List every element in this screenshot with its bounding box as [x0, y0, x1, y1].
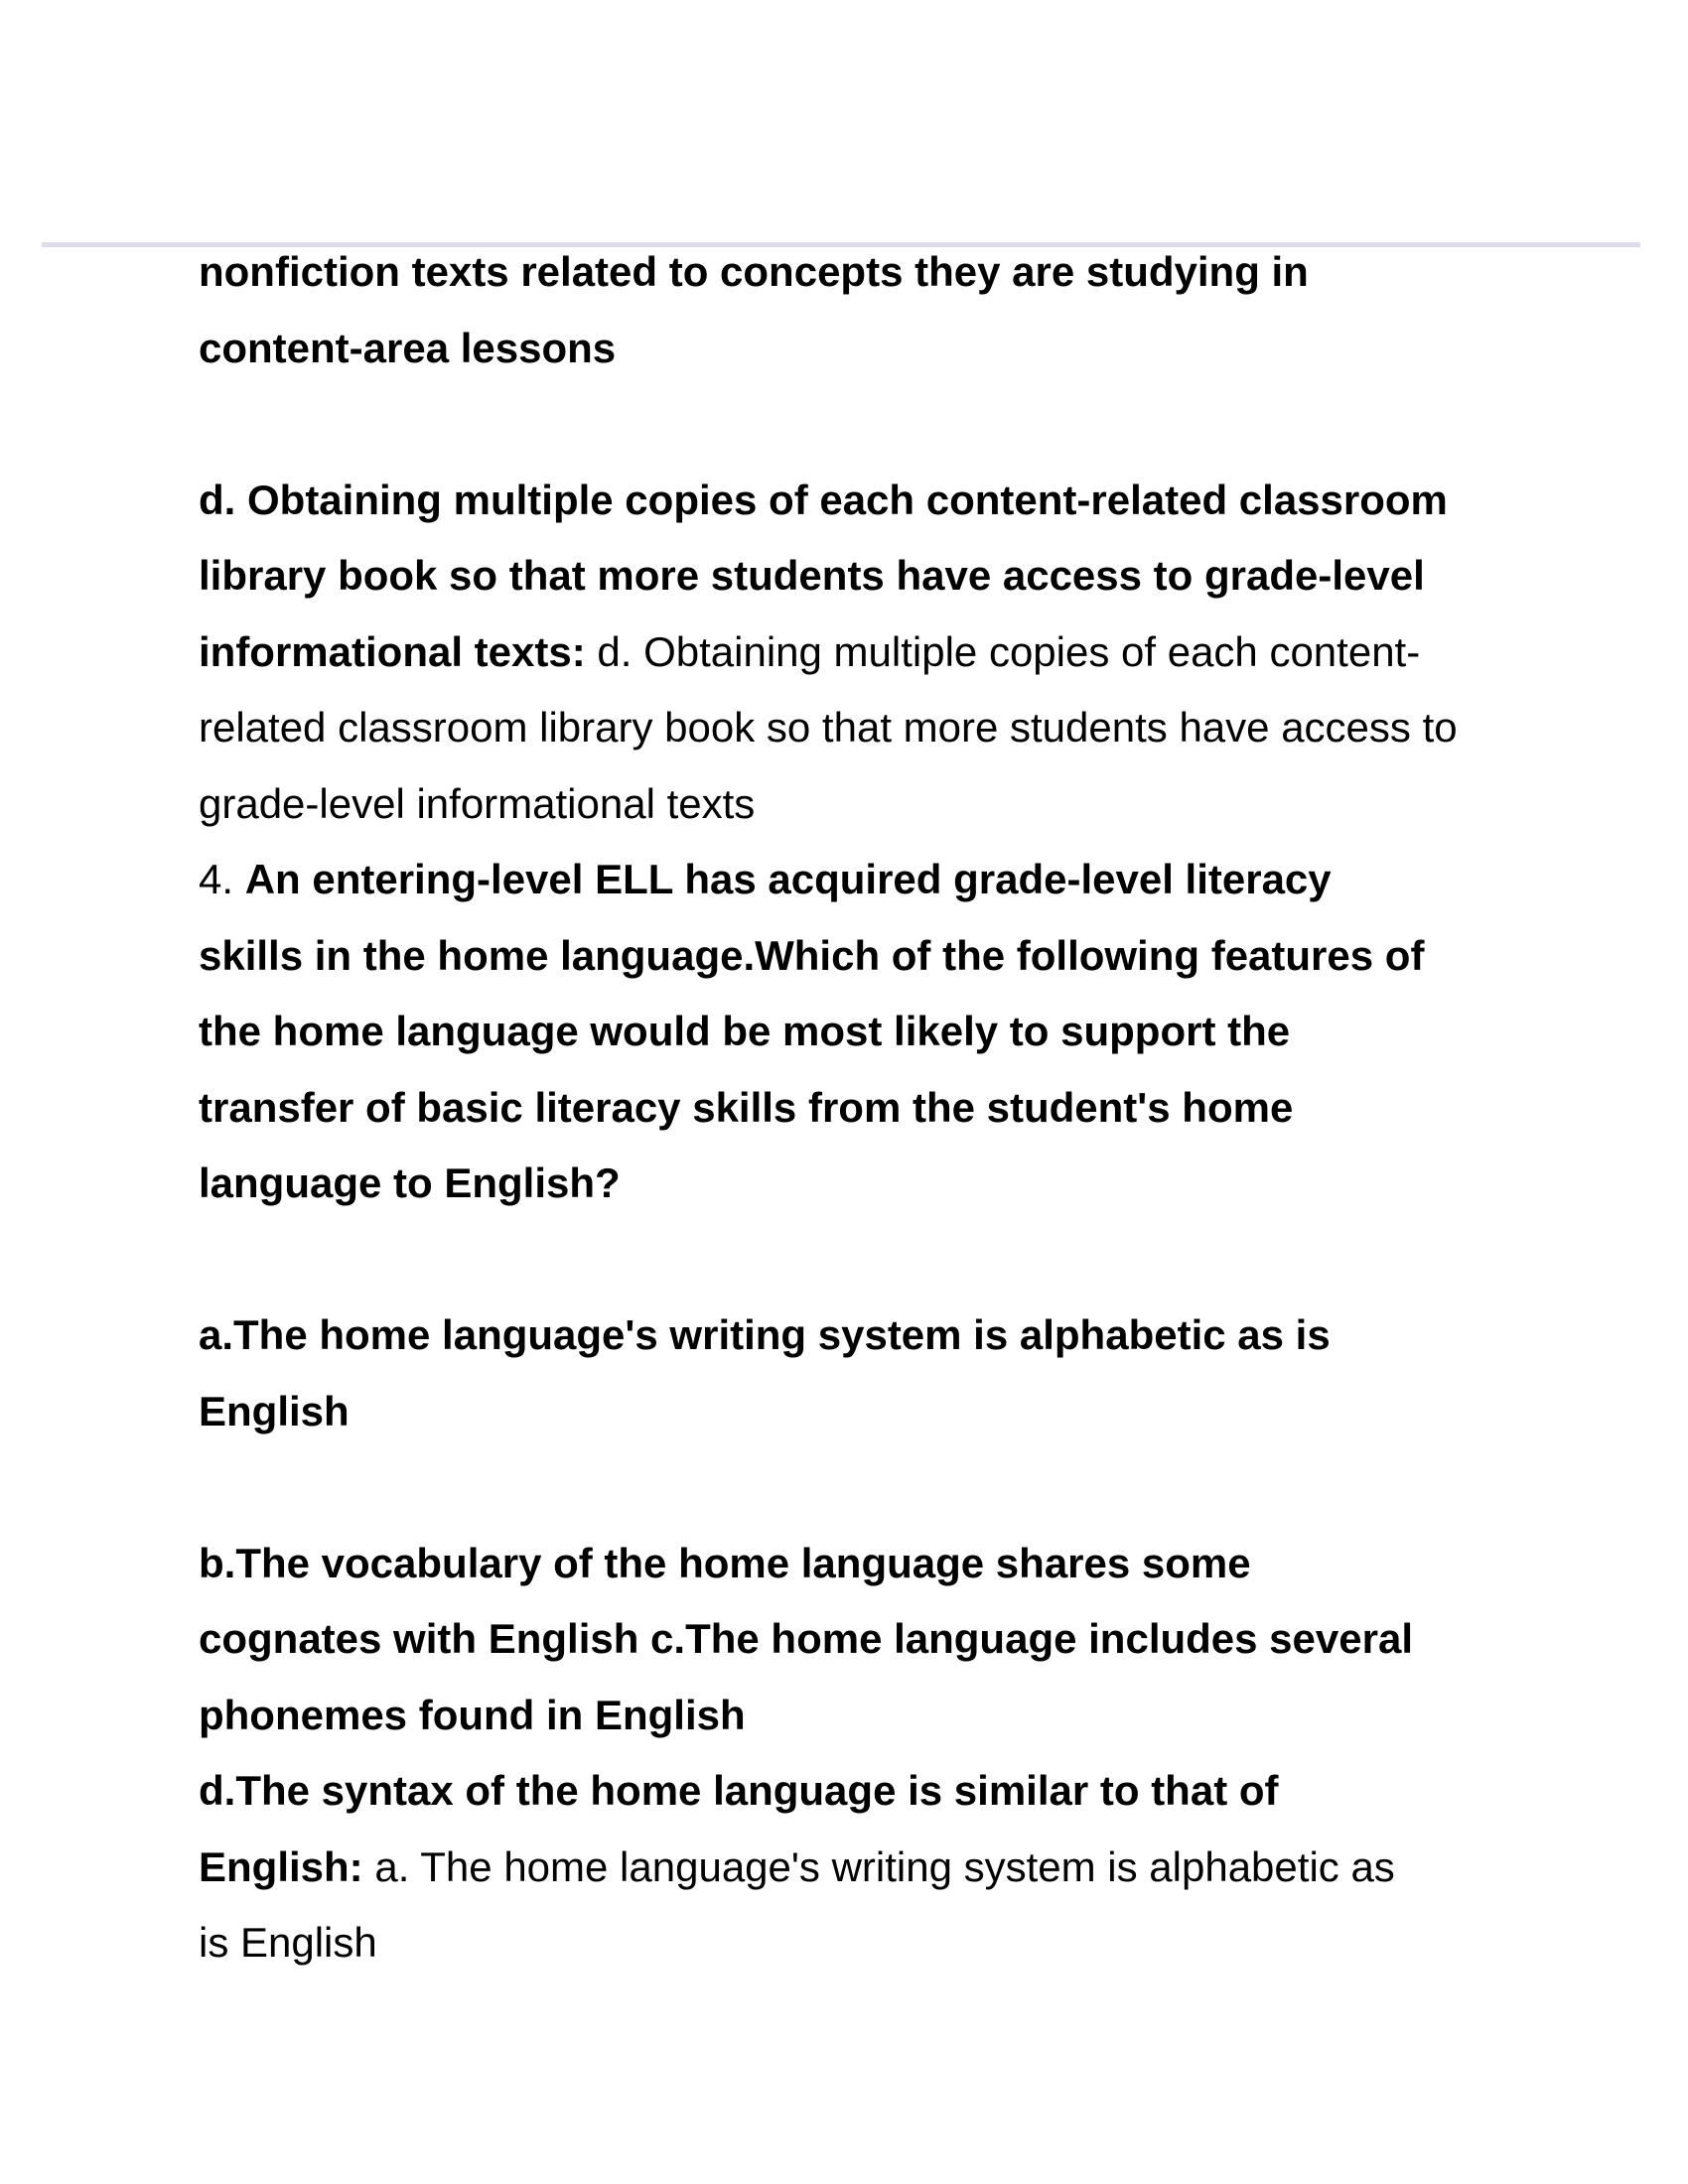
q4-question-start: An entering-level ELL has acquired grade-level literacy — [244, 856, 1332, 902]
q4-line3: the home language would be most likely to support the — [199, 1008, 1291, 1054]
q3-answer-line2: related classroom library book so that more students have access to — [199, 704, 1458, 751]
q3-option-d-line3 — [199, 614, 1509, 691]
q4-option-a-line2: English — [199, 1387, 350, 1434]
q3-answer-line3: grade-level informational texts — [199, 779, 756, 827]
q4-option-c-line: phonemes found in English — [199, 1691, 746, 1738]
spacer — [199, 386, 1509, 463]
q3-tail-line2: content-area lessons — [199, 324, 617, 371]
document-body — [199, 234, 1509, 1981]
q4-option-d-line2 — [199, 1830, 1509, 1906]
q4-number: 4. — [199, 856, 245, 902]
q4-line5: language to English? — [199, 1160, 621, 1206]
spacer — [199, 1222, 1509, 1298]
q4-option-d-line1: d.The syntax of the home language is similar to that of — [199, 1767, 1279, 1814]
q4-line2: skills in the home language.Which of the following features of — [199, 931, 1425, 979]
q3-answer-text: d. Obtaining multiple copies of each content- — [585, 627, 1421, 675]
q4-option-a-line1: a.The home language's writing system is alphabetic as is — [199, 1311, 1331, 1358]
q4-line4: transfer of basic literacy skills from the student's home — [199, 1083, 1294, 1131]
q3-option-d-line1: d. Obtaining multiple copies of each content-related classroom — [199, 476, 1448, 523]
q4-option-b-line2: cognates with English c.The home language includes several — [199, 1615, 1413, 1662]
q4-line1 — [199, 842, 1509, 918]
q4-option-b-line1: b.The vocabulary of the home language shares some — [199, 1539, 1251, 1586]
q3-tail-line1: nonfiction texts related to concepts they are studying in — [199, 248, 1309, 295]
q4-answer-text: a. The home language's writing system is alphabetic as — [362, 1843, 1395, 1890]
q4-option-d-label: English: — [199, 1843, 363, 1890]
q3-option-d-label: informational texts: — [199, 627, 586, 675]
spacer — [199, 1449, 1509, 1526]
q4-answer-line2: is English — [199, 1919, 377, 1966]
q3-option-d-line2: library book so that more students have access to grade-level — [199, 552, 1425, 599]
